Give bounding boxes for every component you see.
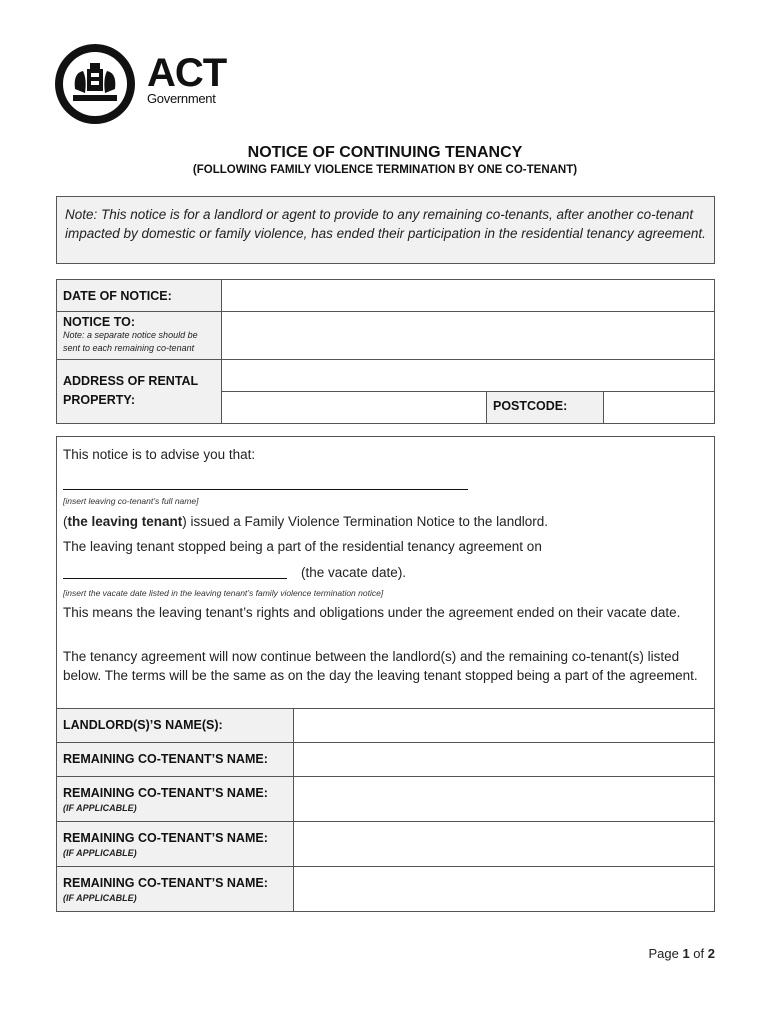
notice-to-label: NOTICE TO: xyxy=(63,315,135,329)
cotenant-name-field-2[interactable] xyxy=(294,777,715,822)
coat-of-arms-emblem xyxy=(55,44,135,124)
vacate-date-line[interactable] xyxy=(63,578,287,579)
cotenant-name-label-2: REMAINING CO-TENANT’S NAME: xyxy=(63,786,268,800)
page-number xyxy=(648,946,715,961)
leaving-tenant-rest: ) issued a Family Violence Termination Notice to the landlord. xyxy=(182,514,548,529)
date-of-notice-field[interactable] xyxy=(222,280,715,312)
cotenant-name-field-3[interactable] xyxy=(294,822,715,867)
logo-government-text: Government xyxy=(147,91,216,106)
cotenant-name-field-1[interactable] xyxy=(294,743,715,777)
vacate-date-hint: [insert the vacate date listed in the leaving tenant’s family violence termination notice] xyxy=(63,588,384,598)
parties-table xyxy=(56,708,715,912)
advise-intro: This notice is to advise you that: xyxy=(63,447,256,462)
cotenant-name-field-4[interactable] xyxy=(294,867,715,912)
landlord-name-label: LANDLORD(S)’S NAME(S): xyxy=(57,709,294,743)
page-word: Page xyxy=(648,946,679,961)
address-field-line-2[interactable] xyxy=(222,392,487,424)
if-applicable-note-4: (IF APPLICABLE) xyxy=(63,893,137,903)
notice-details-table xyxy=(56,279,715,424)
date-of-notice-label: DATE OF NOTICE: xyxy=(57,280,222,312)
address-label: ADDRESS OF RENTAL PROPERTY: xyxy=(57,360,222,424)
page-total: 2 xyxy=(707,946,715,961)
page-title: NOTICE OF CONTINUING TENANCY xyxy=(247,144,523,161)
notice-to-field[interactable] xyxy=(222,312,715,360)
page-of: of xyxy=(693,946,705,961)
cotenant-label-cell-2 xyxy=(57,777,294,822)
landlord-name-field[interactable] xyxy=(294,709,715,743)
if-applicable-note-3: (IF APPLICABLE) xyxy=(63,848,137,858)
page-current: 1 xyxy=(682,946,690,961)
postcode-field[interactable] xyxy=(604,392,715,424)
cotenant-name-label-4: REMAINING CO-TENANT’S NAME: xyxy=(63,876,268,890)
logo-act-text: ACT xyxy=(147,51,227,95)
continue-statement: The tenancy agreement will now continue between the landlord(s) and the remaining co-tenant(s) listed below. The terms will be the same as on the day the leaving tenant stopped being a part of the agreement. xyxy=(63,649,698,683)
advise-section xyxy=(56,436,715,709)
postcode-label: POSTCODE: xyxy=(487,392,604,424)
address-field[interactable] xyxy=(222,360,715,392)
leaving-tenant-statement: (the leaving tenant) issued a Family Violence Termination Notice to the landlord. xyxy=(63,514,548,529)
leaving-tenant-bold: the leaving tenant xyxy=(67,514,183,529)
act-government-logo xyxy=(55,44,245,126)
notice-to-note: Note: a separate notice should be sent to each remaining co-tenant xyxy=(63,330,198,353)
vacate-date-suffix: (the vacate date). xyxy=(301,565,407,580)
rights-statement: This means the leaving tenant’s rights and obligations under the agreement ended on their vacate date. xyxy=(63,605,681,620)
cotenant-label-cell-3 xyxy=(57,822,294,867)
notice-to-label-cell xyxy=(57,312,222,360)
page-subtitle: (FOLLOWING FAMILY VIOLENCE TERMINATION BY ONE CO-TENANT) xyxy=(192,164,578,176)
leaving-tenant-name-line[interactable] xyxy=(63,489,468,490)
cotenant-name-label-1: REMAINING CO-TENANT’S NAME: xyxy=(57,743,294,777)
leaving-tenant-name-hint: [insert leaving co-tenant’s full name] xyxy=(63,496,199,506)
cotenant-label-cell-4 xyxy=(57,867,294,912)
stopped-statement: The leaving tenant stopped being a part of the residential tenancy agreement on xyxy=(63,539,542,554)
cotenant-name-label-3: REMAINING CO-TENANT’S NAME: xyxy=(63,831,268,845)
if-applicable-note-2: (IF APPLICABLE) xyxy=(63,803,137,813)
instruction-note: Note: This notice is for a landlord or agent to provide to any remaining co-tenants, after another co-tenant impacted by domestic or family violence, has ended their participation in the residential tenancy agreement. xyxy=(56,196,715,264)
